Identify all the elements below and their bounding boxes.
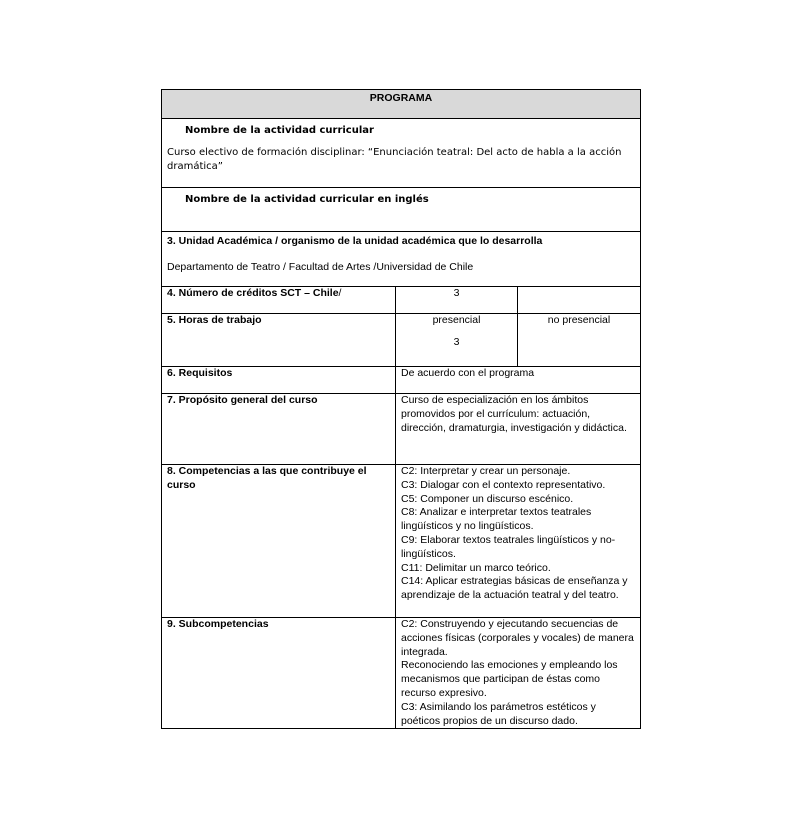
competency-item: C9: Elaborar textos teatrales lingüísticos y no-lingüísticos.	[401, 533, 616, 560]
row-work-hours	[162, 314, 641, 367]
row-competencies	[162, 465, 641, 618]
competency-item: C3: Dialogar con el contexto representativo.	[401, 478, 606, 491]
activity-name-label: Nombre de la actividad curricular	[185, 125, 374, 136]
row-requirements	[162, 367, 641, 394]
row-purpose	[162, 394, 641, 465]
competency-item: C14: Aplicar estrategias básicas de enseñanza y aprendizaje de la actuación teatral y del teatro.	[401, 575, 628, 602]
credits-extra	[518, 287, 641, 314]
work-hours-presencial-value: 3	[453, 335, 460, 348]
credits-label: 4. Número de créditos SCT – Chile	[167, 287, 339, 299]
purpose-label: 7. Propósito general del curso	[167, 394, 318, 406]
work-hours-label: 5. Horas de trabajo	[162, 314, 396, 367]
academic-unit-value: Departamento de Teatro / Facultad de Artes /Universidad de Chile	[167, 260, 474, 273]
row-credits	[162, 287, 641, 314]
academic-unit-label: 3. Unidad Académica / organismo de la unidad académica que lo desarrolla	[167, 235, 543, 247]
program-document	[161, 89, 640, 729]
competency-item: C8: Analizar e interpretar textos teatrales lingüísticos y no lingüísticos.	[401, 506, 592, 533]
competency-item: C5: Componer un discurso escénico.	[401, 492, 574, 505]
competencies-label: 8. Competencias a las que contribuye el curso	[167, 465, 367, 491]
header-row	[162, 90, 641, 119]
activity-name-english-label: Nombre de la actividad curricular en inglés	[185, 194, 429, 205]
row-activity-name-english	[162, 188, 641, 232]
program-title: PROGRAMA	[162, 90, 641, 119]
activity-name-value: Curso electivo de formación disciplinar: “Enunciación teatral: Del acto de habla a la acción dramática”	[167, 146, 622, 172]
row-activity-name	[162, 119, 641, 188]
requirements-label: 6. Requisitos	[167, 367, 233, 379]
row-subcompetencies	[162, 618, 641, 729]
row-academic-unit	[162, 232, 641, 287]
purpose-value: Curso de especialización en los ámbitos promovidos por el currículum: actuación, dirección, dramaturgia, investigación y didáctica.	[396, 394, 641, 465]
subcompetency-item: Reconociendo las emociones y empleando los mecanismos que participan de éstas como recurso expresivo.	[401, 659, 618, 699]
work-hours-no-presencial-label: no presencial	[518, 314, 641, 367]
credits-value: 3	[396, 287, 518, 314]
subcompetency-item: C2: Construyendo y ejecutando secuencias de acciones físicas (corporales y vocales) de manera integrada.	[401, 618, 634, 658]
program-table	[161, 89, 641, 729]
competency-item: C11: Delimitar un marco teórico.	[401, 561, 551, 574]
requirements-value: De acuerdo con el programa	[396, 367, 641, 394]
subcompetency-item: C3: Asimilando los parámetros estéticos y poéticos propios de un discurso dado.	[401, 700, 596, 727]
competency-item: C2: Interpretar y crear un personaje.	[401, 465, 571, 477]
credits-label-suffix: /	[338, 287, 342, 299]
work-hours-presencial-label: presencial	[432, 314, 481, 326]
subcompetencies-label: 9. Subcompetencias	[167, 618, 269, 630]
